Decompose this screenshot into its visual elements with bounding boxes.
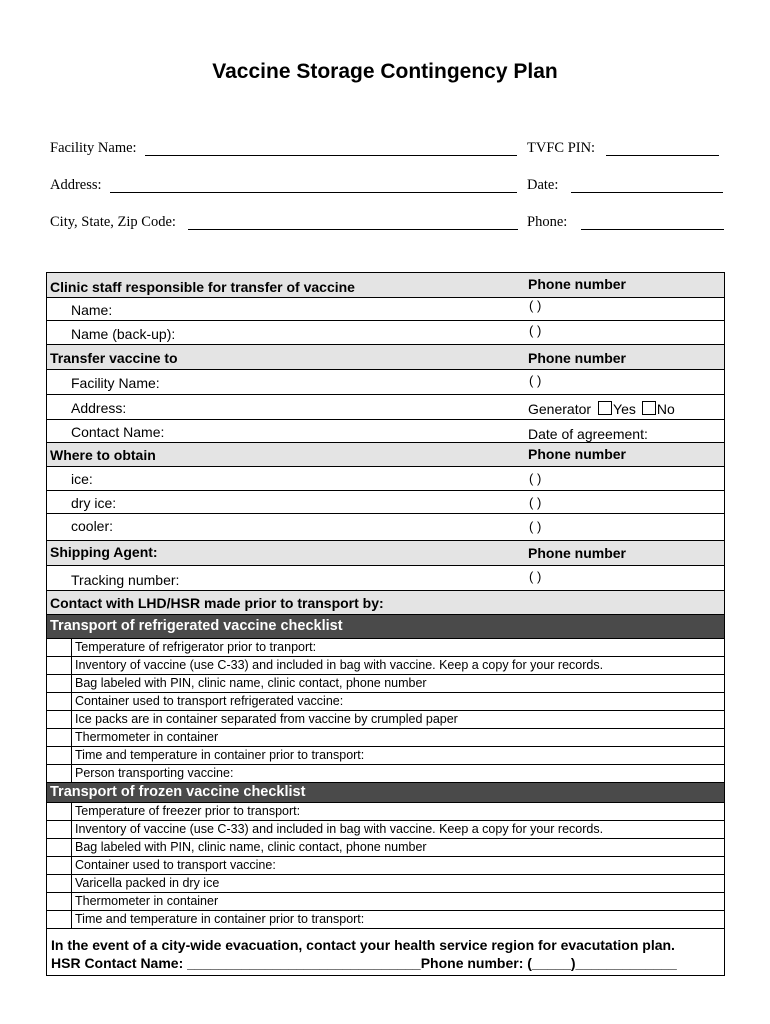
staff-backup-label: Name (back-up): (71, 326, 176, 342)
tracking-row[interactable] (47, 566, 724, 591)
refrigerated-checkbox[interactable] (47, 729, 72, 746)
facility-name-label: Facility Name: (50, 140, 137, 156)
generator-field (528, 401, 675, 417)
frozen-item (47, 821, 724, 839)
page-title: Vaccine Storage Contingency Plan (212, 60, 558, 83)
transfer-contact-row[interactable] (47, 420, 724, 442)
refrigerated-item-text: Ice packs are in container separated from vaccine by crumpled paper (75, 712, 458, 726)
frozen-item-text: Varicella packed in dry ice (75, 876, 220, 890)
date-field[interactable] (571, 192, 723, 193)
evacuation-line-1: In the event of a city-wide evacuation, contact your health service region for evacutation plan. (51, 937, 675, 953)
facility-name-field[interactable] (145, 155, 517, 156)
frozen-item-text: Thermometer in container (75, 894, 219, 908)
tvfc-pin-label: TVFC PIN: (527, 140, 596, 156)
frozen-item (47, 875, 724, 893)
frozen-item (47, 893, 724, 911)
refrigerated-item-text: Temperature of refrigerator prior to tranport: (75, 640, 317, 654)
address-label: Address: (50, 177, 102, 193)
staff-heading: Clinic staff responsible for transfer of vaccine (50, 279, 355, 295)
staff-name-label: Name: (71, 302, 113, 318)
generator-yes-label: Yes (613, 401, 636, 417)
dry-ice-phone: ( ) (529, 495, 542, 510)
dry-ice-row[interactable] (47, 491, 724, 514)
frozen-checkbox[interactable] (47, 821, 72, 838)
refrigerated-item-text: Inventory of vaccine (use C-33) and included in bag with vaccine. Keep a copy for your records. (75, 658, 604, 672)
frozen-item (47, 803, 724, 821)
staff-backup-row[interactable] (47, 321, 724, 345)
refrigerated-item (47, 711, 724, 729)
frozen-checkbox[interactable] (47, 911, 72, 928)
phone-number-heading: Phone number (528, 446, 627, 462)
evacuation-line-2[interactable]: HSR Contact Name: ______________________________Phone number: (_____)_____________ (51, 955, 677, 971)
refrigerated-checklist-header (47, 615, 724, 639)
tracking-label: Tracking number: (71, 572, 180, 588)
date-label: Date: (527, 177, 559, 193)
refrigerated-checkbox[interactable] (47, 675, 72, 692)
frozen-item-text: Time and temperature in container prior to transport: (75, 912, 365, 926)
obtain-heading: Where to obtain (50, 447, 156, 463)
refrigerated-item-text: Bag labeled with PIN, clinic name, clinic contact, phone number (75, 676, 427, 690)
shipping-section-header (47, 541, 724, 566)
frozen-item-text: Container used to transport vaccine: (75, 858, 276, 872)
refrigerated-checkbox[interactable] (47, 765, 72, 782)
staff-section-header (47, 273, 724, 298)
phone-number-heading: Phone number (528, 276, 627, 292)
generator-no-checkbox[interactable] (642, 401, 656, 415)
refrigerated-item (47, 765, 724, 783)
staff-name-row[interactable] (47, 298, 724, 321)
frozen-checkbox[interactable] (47, 893, 72, 910)
frozen-item-text: Temperature of freezer prior to transport: (75, 804, 301, 818)
lhd-contact-row (47, 591, 724, 615)
ice-phone: ( ) (529, 471, 542, 486)
cooler-phone: ( ) (529, 519, 542, 534)
refrigerated-checkbox[interactable] (47, 711, 72, 728)
refrigerated-item (47, 675, 724, 693)
refrigerated-checkbox[interactable] (47, 693, 72, 710)
frozen-checkbox[interactable] (47, 803, 72, 820)
transfer-section-header (47, 345, 724, 370)
phone-number-heading: Phone number (528, 350, 627, 366)
city-state-zip-label: City, State, Zip Code: (50, 214, 176, 230)
frozen-checkbox[interactable] (47, 839, 72, 856)
refrigerated-checkbox[interactable] (47, 747, 72, 764)
city-state-zip-field[interactable] (188, 229, 518, 230)
refrigerated-item-text: Thermometer in container (75, 730, 219, 744)
evacuation-section (47, 929, 724, 975)
frozen-item (47, 857, 724, 875)
refrigerated-heading: Transport of refrigerated vaccine checklist (50, 618, 343, 634)
frozen-item (47, 839, 724, 857)
frozen-item (47, 911, 724, 929)
refrigerated-item-text: Container used to transport refrigerated vaccine: (75, 694, 344, 708)
refrigerated-item (47, 729, 724, 747)
frozen-heading: Transport of frozen vaccine checklist (50, 784, 306, 800)
refrigerated-item (47, 747, 724, 765)
frozen-checkbox[interactable] (47, 875, 72, 892)
staff-backup-phone: ( ) (529, 323, 542, 338)
refrigerated-item-text: Time and temperature in container prior to transport: (75, 748, 365, 762)
refrigerated-item (47, 693, 724, 711)
transfer-heading: Transfer vaccine to (50, 350, 178, 366)
cooler-label: cooler: (71, 518, 114, 534)
transfer-facility-label: Facility Name: (71, 375, 160, 391)
phone-field[interactable] (581, 229, 724, 230)
refrigerated-item (47, 639, 724, 657)
contingency-form (46, 272, 725, 976)
shipping-heading: Shipping Agent: (50, 544, 158, 560)
date-agreement-label: Date of agreement: (528, 426, 648, 442)
dry-ice-label: dry ice: (71, 495, 117, 511)
transfer-address-row[interactable] (47, 395, 724, 420)
frozen-checklist-header (47, 783, 724, 803)
staff-phone: ( ) (529, 298, 542, 313)
generator-label: Generator (528, 401, 592, 417)
tracking-phone: ( ) (529, 569, 542, 584)
refrigerated-item (47, 657, 724, 675)
lhd-heading: Contact with LHD/HSR made prior to transport by: (50, 595, 384, 611)
generator-yes-checkbox[interactable] (598, 401, 612, 415)
refrigerated-checkbox[interactable] (47, 657, 72, 674)
address-field[interactable] (110, 192, 517, 193)
transfer-phone: ( ) (529, 373, 542, 388)
ice-row[interactable] (47, 467, 724, 491)
transfer-address-label: Address: (71, 400, 127, 416)
refrigerated-item-text: Person transporting vaccine: (75, 766, 234, 780)
transfer-contact-label: Contact Name: (71, 424, 165, 440)
phone-number-heading: Phone number (528, 545, 627, 561)
refrigerated-checkbox[interactable] (47, 639, 72, 656)
ice-label: ice: (71, 471, 93, 487)
frozen-item-text: Bag labeled with PIN, clinic name, clinic contact, phone number (75, 840, 427, 854)
frozen-item-text: Inventory of vaccine (use C-33) and included in bag with vaccine. Keep a copy for your records. (75, 822, 604, 836)
transfer-facility-row[interactable] (47, 370, 724, 395)
frozen-checkbox[interactable] (47, 857, 72, 874)
obtain-section-header (47, 442, 724, 467)
generator-no-label: No (656, 401, 675, 417)
phone-label: Phone: (527, 214, 568, 230)
tvfc-pin-field[interactable] (606, 155, 719, 156)
cooler-row[interactable] (47, 514, 724, 541)
